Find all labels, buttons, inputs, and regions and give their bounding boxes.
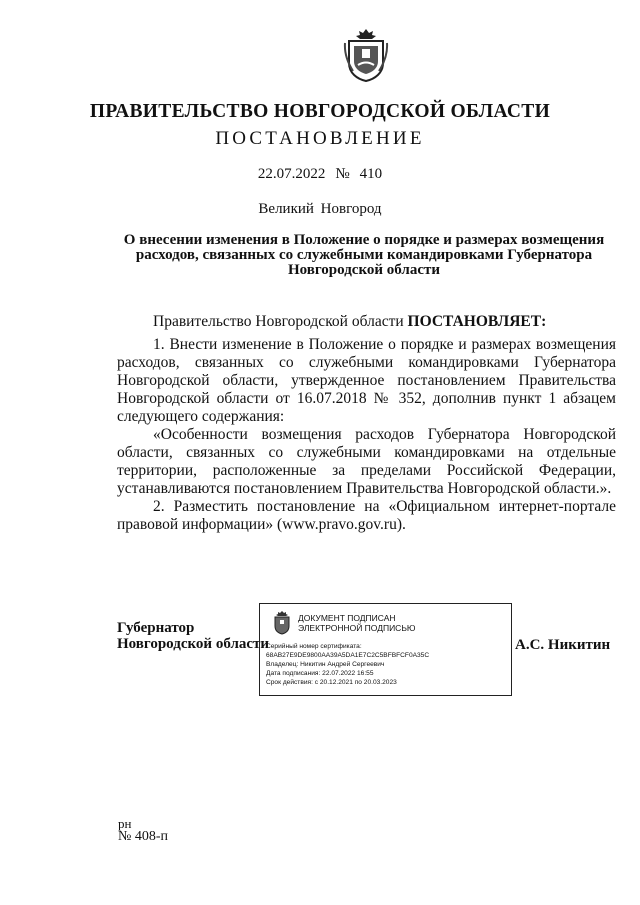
document-body (117, 336, 616, 534)
title-line: расходов, связанных со служебными командировками Губернатора (135, 247, 593, 263)
body-line: 1. Внести изменение в Положение о порядке и размерах возмещения (153, 336, 616, 353)
body-line: устанавливаются постановлением Правительства Новгородской области.». (117, 480, 612, 497)
novgorod-coat-of-arms-icon (343, 27, 389, 83)
signatory-position (117, 620, 269, 652)
body-line: 2. Разместить постановление на «Официальном интернет-портале (153, 498, 616, 515)
city: Великий Новгород (258, 201, 382, 217)
position-line: Новгородской области (117, 636, 270, 652)
number-sign: № (335, 166, 350, 182)
body-line: Новгородской области от 16.07.2018 № 352, дополнив пункт 1 абзацем (117, 390, 616, 407)
body-line: области, связанных со служебными командировками на отдельные (117, 444, 616, 461)
stamp-heading-line: ЭЛЕКТРОННОЙ ПОДПИСЬЮ (298, 623, 416, 633)
document-type: ПОСТАНОВЛЕНИЕ (215, 128, 425, 149)
body-line: территории, расположенные за пределами Российской Федерации, (117, 462, 616, 479)
body-line: Новгородской области, утвержденное постановлением Правительства (117, 372, 616, 389)
signatory-name: А.С. Никитин (515, 637, 611, 653)
organization-heading: ПРАВИТЕЛЬСТВО НОВГОРОДСКОЙ ОБЛАСТИ (89, 101, 551, 122)
title-line: Новгородской области (287, 262, 441, 278)
certificate-validity: Срок действия: с 20.12.2021 по 20.03.2023 (266, 679, 397, 686)
position-line: Губернатор (117, 620, 195, 636)
document-date: 22.07.2022 (257, 166, 326, 182)
stamp-emblem-icon (272, 610, 292, 636)
body-line: «Особенности возмещения расходов Губернатора Новгородской (153, 426, 616, 443)
executor-initials: рн (118, 816, 132, 831)
preamble (117, 313, 616, 331)
stamp-heading-line: ДОКУМЕНТ ПОДПИСАН (298, 613, 396, 623)
document-number: 410 (359, 166, 383, 182)
preamble-text: Правительство Новгородской области (153, 313, 408, 330)
body-line: расходов, связанных со служебными командировками Губернатора (117, 354, 616, 371)
date-number-line (0, 166, 640, 183)
serial-label: Серийный номер сертификата: (266, 643, 362, 650)
serial-value: 68AB27E9DE9800AA39A5DA1E7C2C5BFBFCF0A35C (266, 652, 430, 659)
title-line: О внесении изменения в Положение о порядке и размерах возмещения (123, 232, 605, 248)
stamp-details (266, 642, 429, 687)
preamble-bold: ПОСТАНОВЛЯЕТ: (407, 313, 547, 330)
document-title (118, 233, 610, 278)
stamp-heading (298, 613, 416, 633)
document-reference: № 408-п (118, 829, 169, 844)
body-line: следующего содержания: (117, 408, 285, 425)
signing-date: Дата подписания: 22.07.2022 16:55 (266, 670, 374, 677)
body-line: правовой информации» (www.pravo.gov.ru). (117, 516, 406, 533)
certificate-owner: Владелец: Никитин Андрей Сергеевич (266, 661, 385, 668)
electronic-signature-stamp (259, 603, 512, 696)
